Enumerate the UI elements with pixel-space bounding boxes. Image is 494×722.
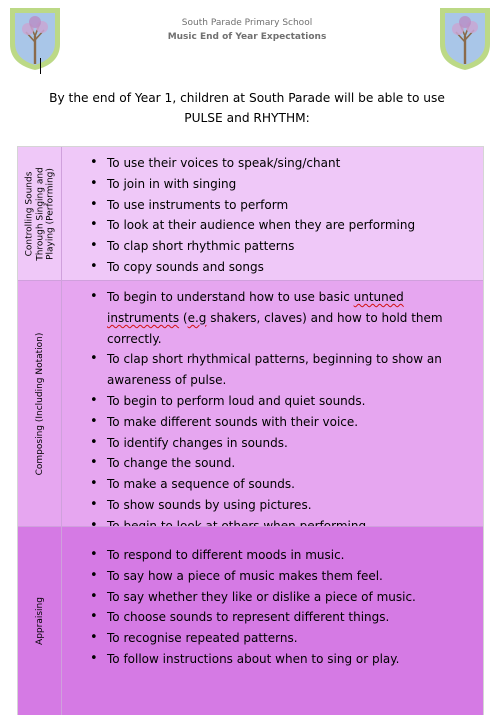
list-item: • To clap short rhythmical patterns, beginning to show an awareness of pulse. xyxy=(90,349,475,391)
list-item: • To say how a piece of music makes them feel. xyxy=(90,566,475,587)
list-item: • To look at their audience when they are performing xyxy=(90,215,475,236)
section-content xyxy=(62,527,483,715)
list-item: • To make a sequence of sounds. xyxy=(90,474,475,495)
list-item: • To join in with singing xyxy=(90,174,475,195)
section-label-cell xyxy=(18,147,62,280)
school-crest-right xyxy=(438,6,492,72)
section-composing xyxy=(18,280,483,527)
list-item: • To clap short rhythmic patterns xyxy=(90,236,475,257)
section-label-cell xyxy=(18,281,62,527)
expectation-list xyxy=(90,153,475,278)
section-appraising xyxy=(18,526,483,715)
list-item: • To show sounds by using pictures. xyxy=(90,495,475,516)
list-item: • To use instruments to perform xyxy=(90,195,475,216)
section-content xyxy=(62,147,483,280)
list-item: • To use their voices to speak/sing/chant xyxy=(90,153,475,174)
document-title: Music End of Year Expectations xyxy=(167,32,327,42)
list-item: • To identify changes in sounds. xyxy=(90,433,475,454)
section-label-line: Through Singing and xyxy=(34,166,45,261)
section-label-line: Playing (Performing) xyxy=(44,167,55,260)
item-text: ( xyxy=(179,310,188,325)
list-item: • To choose sounds to represent different things. xyxy=(90,607,475,628)
list-item: • To change the sound. xyxy=(90,453,475,474)
item-text: shakers, claves) and how to hold them correctly. xyxy=(107,310,443,346)
expectations-table xyxy=(17,146,484,715)
section-content xyxy=(62,281,483,527)
section-label xyxy=(24,167,56,261)
list-item: • To recognise repeated patterns. xyxy=(90,628,475,649)
spellcheck-flagged-text: e.g xyxy=(187,310,207,325)
section-label-cell xyxy=(18,527,62,715)
intro-line-2: PULSE and RHYTHM: xyxy=(184,111,310,125)
expectation-list xyxy=(90,287,475,537)
list-item xyxy=(90,287,475,349)
list-item: • To make different sounds with their voice. xyxy=(90,412,475,433)
school-name: South Parade Primary School xyxy=(181,18,313,28)
school-crest-icon xyxy=(438,6,492,72)
item-text: To begin to understand how to use basic xyxy=(107,290,354,304)
section-label: Composing (Including Notation) xyxy=(34,332,45,476)
intro-heading xyxy=(20,88,474,128)
intro-line-1: By the end of Year 1, children at South Parade will be able to use xyxy=(49,91,445,105)
spellcheck-flagged-text: untuned instruments xyxy=(107,290,404,325)
list-item: • To copy sounds and songs xyxy=(90,257,475,278)
list-item: • To say whether they like or dislike a piece of music. xyxy=(90,587,475,608)
text-cursor xyxy=(40,58,41,74)
document-header xyxy=(0,16,494,44)
list-item: • To begin to perform loud and quiet sounds. xyxy=(90,391,475,412)
list-item: • To follow instructions about when to sing or play. xyxy=(90,649,475,670)
list-item: • To respond to different moods in music. xyxy=(90,545,475,566)
section-performing xyxy=(18,147,483,280)
section-label-line: Controlling Sounds xyxy=(23,171,34,256)
section-label: Appraising xyxy=(34,597,45,645)
expectation-list xyxy=(90,545,475,670)
